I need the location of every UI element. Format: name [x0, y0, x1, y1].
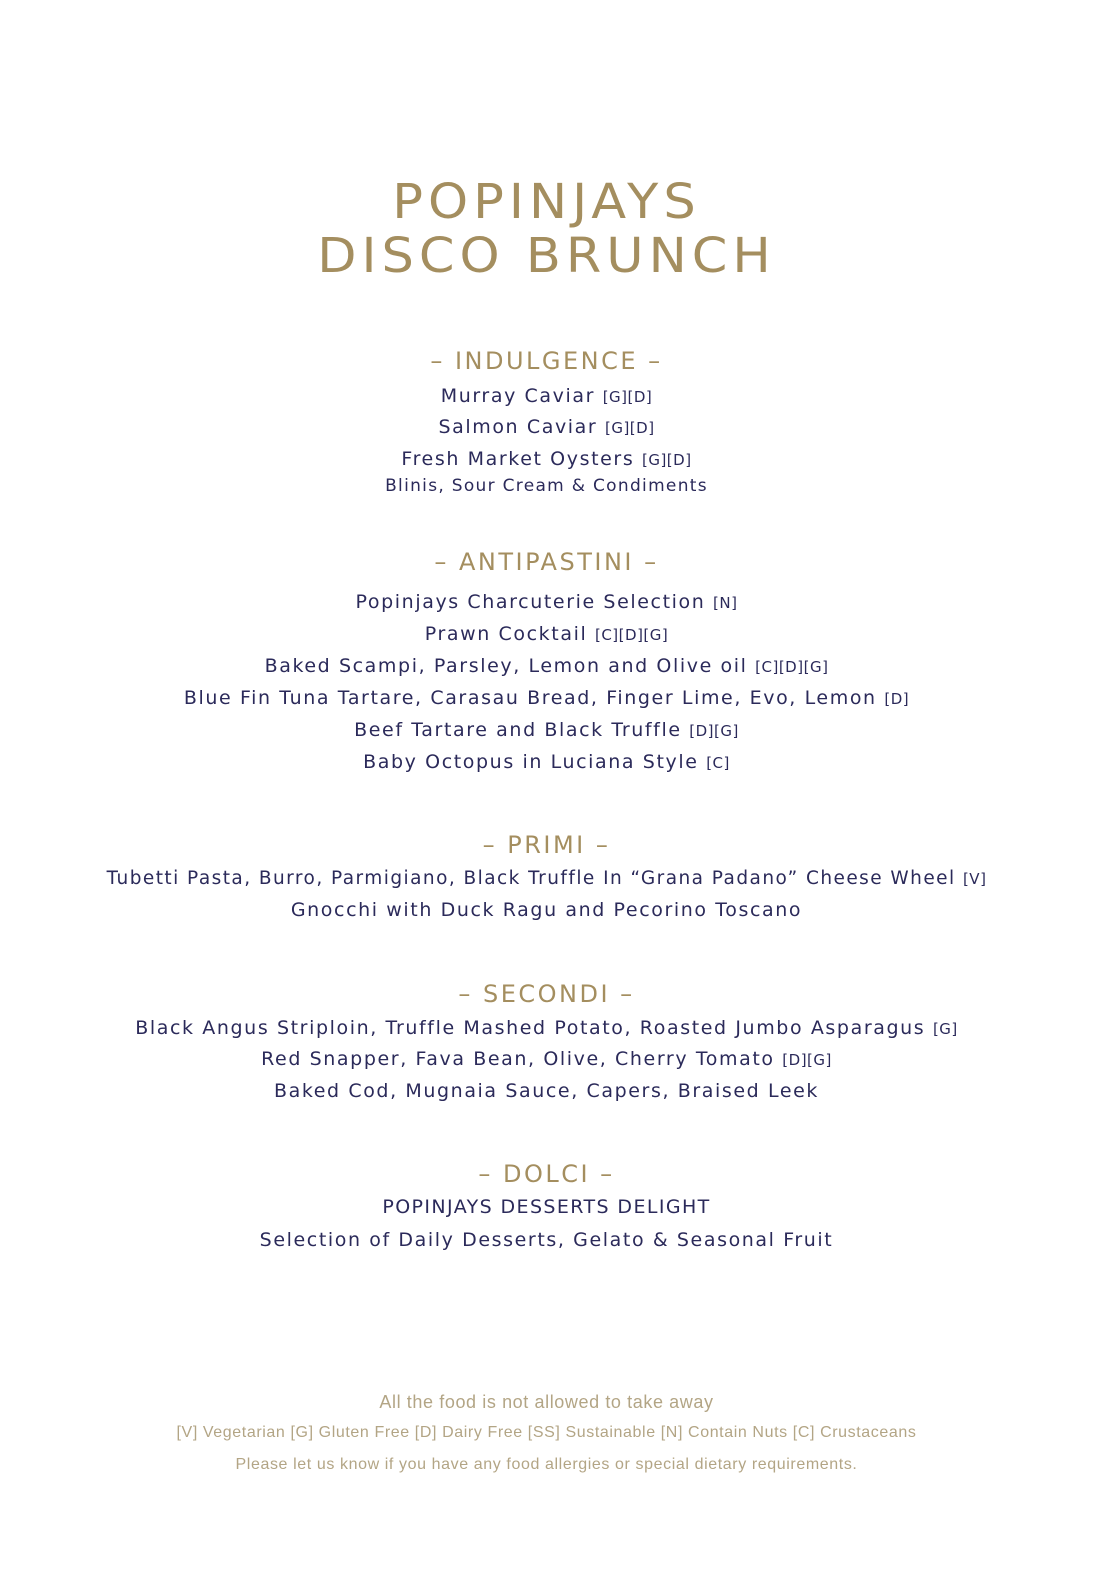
- menu-item: [0, 1046, 1093, 1073]
- item-tags: [D][G]: [782, 1051, 832, 1069]
- item-name: Black Angus Striploin, Truffle Mashed Potato, Roasted Jumbo Asparagus: [135, 1017, 926, 1039]
- dessert-description: Selection of Daily Desserts, Gelato & Seasonal Fruit: [259, 1229, 834, 1251]
- item-tags: [G][D]: [604, 419, 655, 437]
- menu-item: [0, 897, 1093, 924]
- item-name: Blue Fin Tuna Tartare, Carasau Bread, Finger Lime, Evo, Lemon: [183, 687, 877, 709]
- item-tags: [C][D][G]: [755, 658, 829, 676]
- menu-item: [0, 749, 1093, 776]
- section-heading-dolci: – DOLCI –: [478, 1160, 615, 1188]
- dessert-title: POPINJAYS DESSERTS DELIGHT: [382, 1196, 711, 1218]
- menu-item: [0, 717, 1093, 744]
- item-name: Murray Caviar: [440, 385, 596, 407]
- item-name: Red Snapper, Fava Bean, Olive, Cherry Tomato: [261, 1048, 775, 1070]
- item-tags: [G][D]: [602, 388, 653, 406]
- menu-item: [0, 1015, 1093, 1042]
- menu-item: [0, 414, 1093, 441]
- item-tags: [D][G]: [689, 722, 739, 740]
- section-heading-indulgence: – INDULGENCE –: [430, 347, 663, 375]
- item-name: Baked Cod, Mugnaia Sauce, Capers, Braised Leek: [273, 1080, 820, 1102]
- item-name: Beef Tartare and Black Truffle: [354, 719, 682, 741]
- menu-item: [0, 1078, 1093, 1105]
- item-name: Baked Scampi, Parsley, Lemon and Olive oil: [264, 655, 748, 677]
- item-tags: [G][D]: [641, 451, 692, 469]
- item-name: Fresh Market Oysters: [401, 448, 635, 470]
- menu-item: [0, 685, 1093, 712]
- item-note: Blinis, Sour Cream & Condiments: [385, 476, 708, 496]
- dietary-legend: [V] Vegetarian [G] Gluten Free [D] Dairy Free [SS] Sustainable [N] Contain Nuts [C] Crustaceans: [176, 1424, 917, 1441]
- menu-item: [0, 653, 1093, 680]
- section-heading-secondi: – SECONDI –: [458, 980, 635, 1008]
- item-tags: [N]: [713, 594, 738, 612]
- item-tags: [C][D][G]: [594, 626, 669, 644]
- menu-title-line-1: POPINJAYS: [392, 174, 701, 231]
- item-tags: [G]: [932, 1020, 958, 1038]
- item-name: Prawn Cocktail: [424, 623, 588, 645]
- item-tags: [V]: [962, 870, 987, 888]
- allergy-note: Please let us know if you have any food allergies or special dietary requirements.: [235, 1456, 858, 1473]
- menu-item: [0, 589, 1093, 616]
- item-name: Tubetti Pasta, Burro, Parmigiano, Black Truffle In “Grana Padano” Cheese Wheel: [106, 868, 956, 889]
- item-name: Baby Octopus in Luciana Style: [363, 751, 699, 773]
- menu-item: [0, 621, 1093, 648]
- menu-item: [0, 446, 1093, 473]
- item-name: Salmon Caviar: [438, 416, 598, 438]
- section-heading-primi: – PRIMI –: [482, 831, 611, 859]
- item-tags: [D]: [884, 690, 910, 708]
- item-name: Gnocchi with Duck Ragu and Pecorino Toscano: [290, 899, 803, 921]
- section-heading-antipastini: – ANTIPASTINI –: [434, 548, 659, 576]
- item-name: Popinjays Charcuterie Selection: [355, 591, 706, 613]
- takeaway-note: All the food is not allowed to take away: [379, 1392, 714, 1412]
- menu-title-line-2: DISCO BRUNCH: [317, 228, 776, 285]
- item-tags: [C]: [706, 754, 730, 772]
- menu-item: [0, 383, 1093, 410]
- menu-item: [0, 866, 1093, 892]
